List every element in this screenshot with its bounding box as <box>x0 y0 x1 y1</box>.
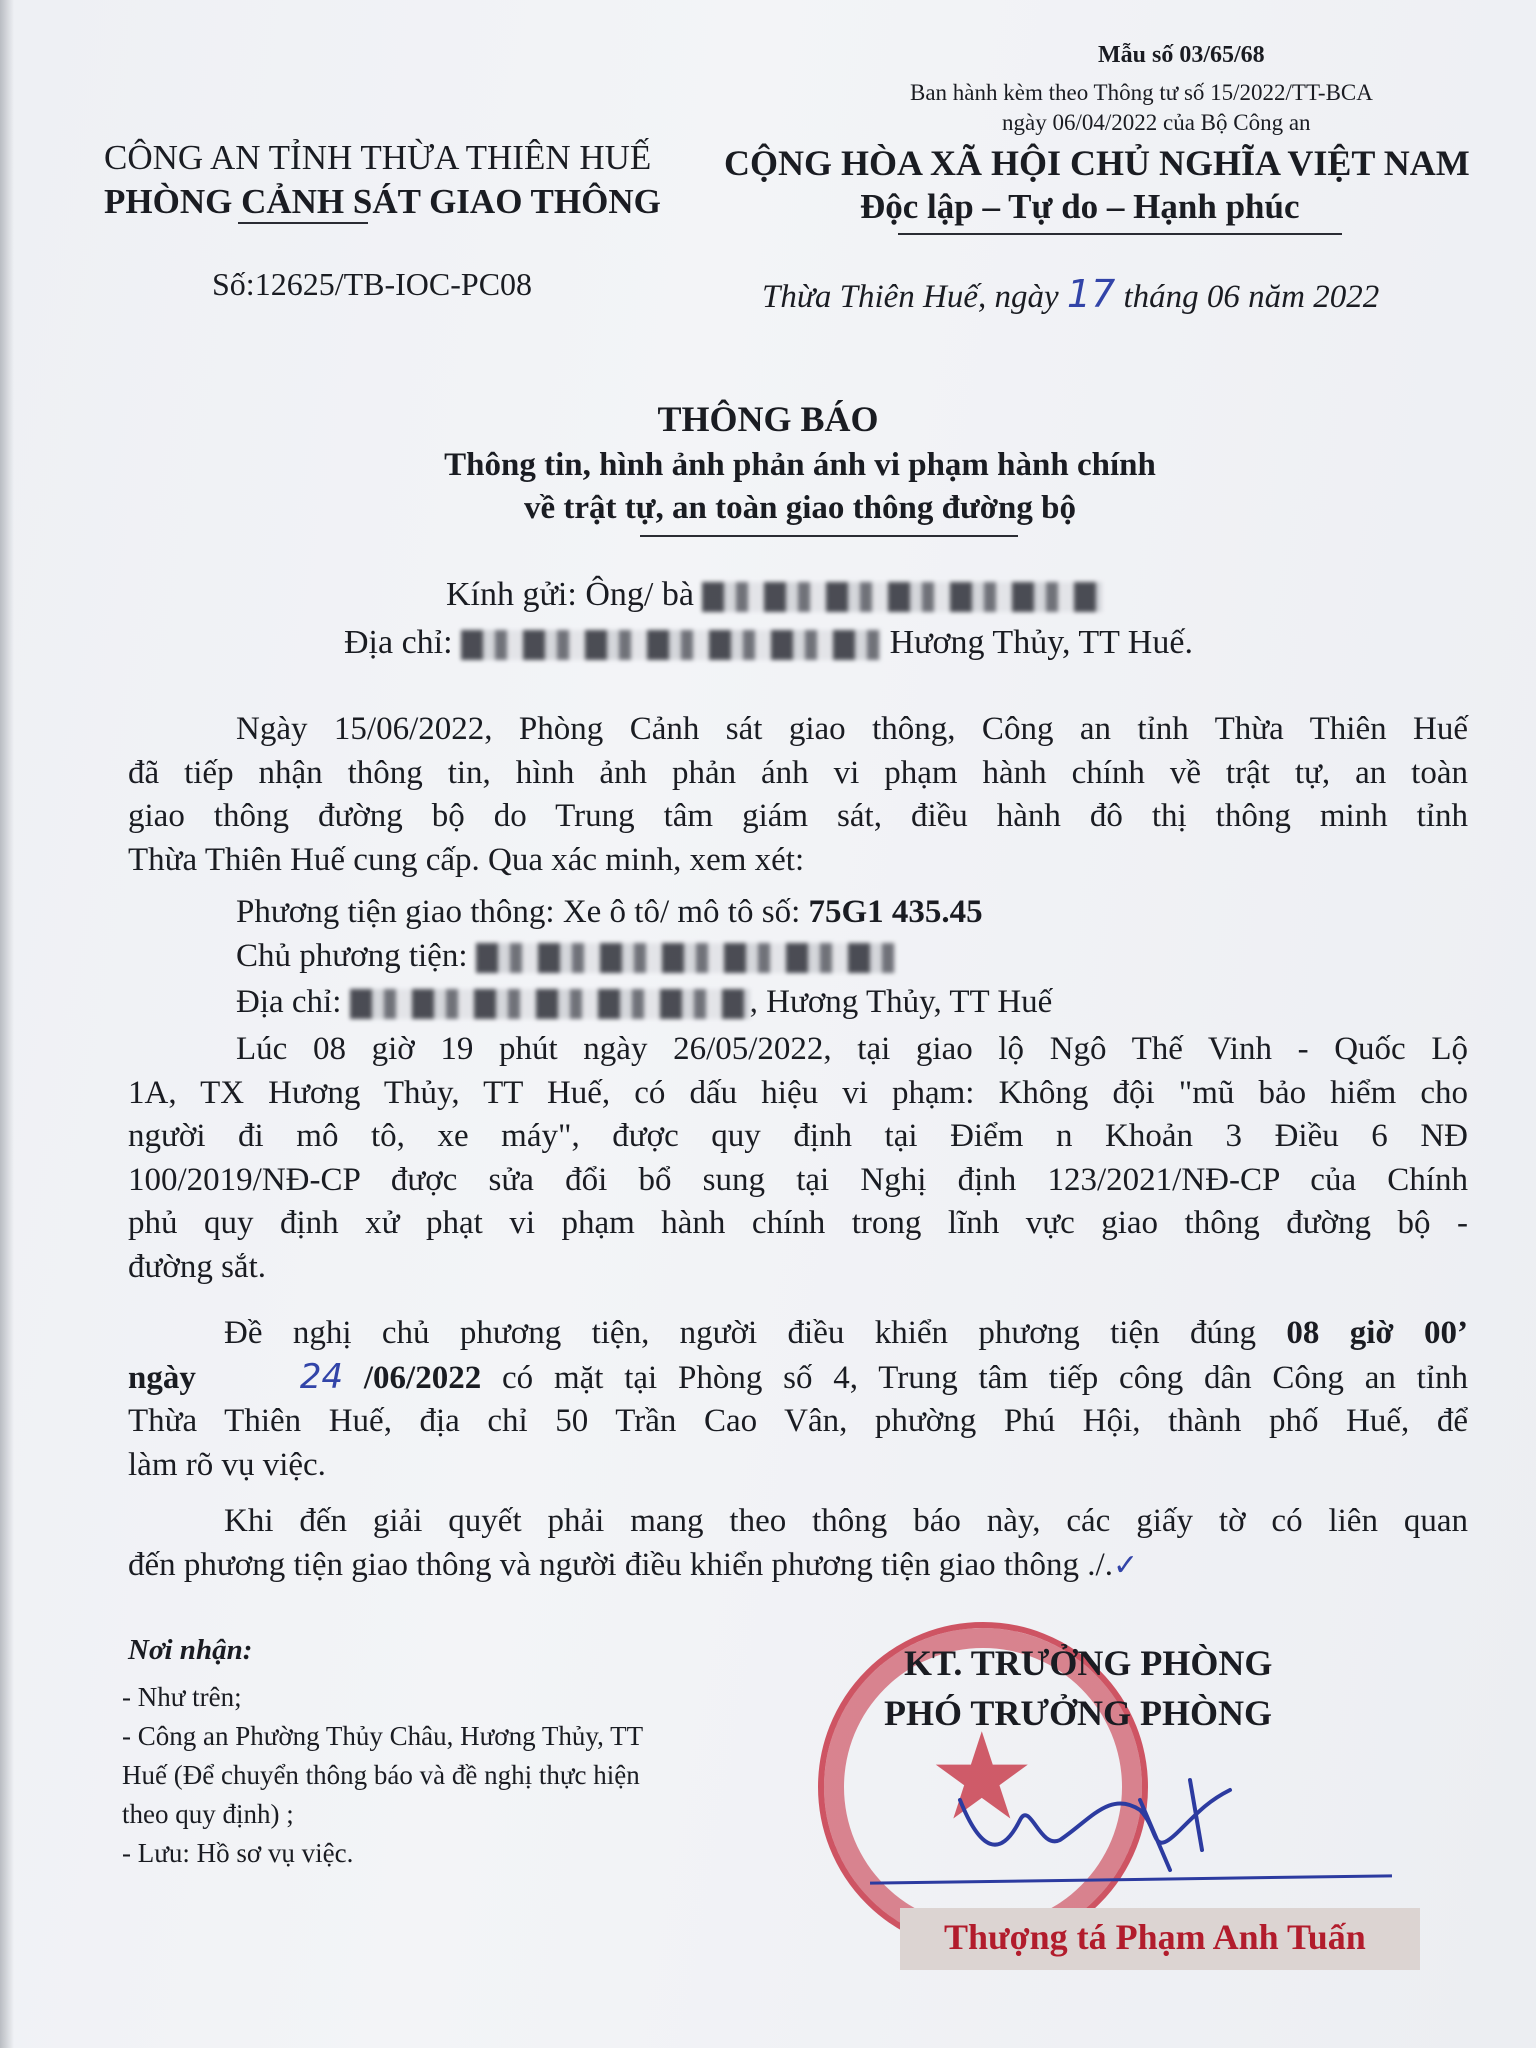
p2-line4: 100/2019/NĐ-CP được sửa đổi bổ sung tại Nghị định 123/2021/NĐ-CP của Chính <box>128 1161 1468 1198</box>
addressee-address <box>344 624 1193 662</box>
handwritten-signature <box>940 1760 1280 1880</box>
p3-line1-text: Đề nghị chủ phương tiện, người điều khiển phương tiện đúng <box>224 1315 1256 1351</box>
handwritten-check-mark: ✓ <box>1112 1547 1139 1583</box>
owner-address-line <box>236 984 1052 1021</box>
p2-line5: phủ quy định xử phạt vi phạm hành chính trong lĩnh vực giao thông đường bộ - <box>128 1205 1468 1241</box>
redacted-owner <box>476 943 896 973</box>
redacted-name <box>702 582 1102 612</box>
signature-title-line2: PHÓ TRƯỞNG PHÒNG <box>884 1693 1273 1733</box>
vehicle-label: Phương tiện giao thông: Xe ô tô/ mô tô số: <box>236 894 801 930</box>
addressee-line <box>446 576 1102 614</box>
date-suffix: tháng 06 năm 2022 <box>1123 279 1380 315</box>
p2-line2: 1A, TX Hương Thủy, TT Huế, có dấu hiệu vi phạm: Không đội "mũ bảo hiểm cho <box>128 1074 1468 1111</box>
vehicle-line <box>236 894 983 931</box>
recipient-item: - Công an Phường Thủy Châu, Hương Thủy, TT <box>122 1721 644 1751</box>
date-prefix: Thừa Thiên Huế, ngày <box>762 279 1059 315</box>
appointment-month-year: /06/2022 <box>363 1359 482 1396</box>
p3-line1 <box>128 1312 1468 1356</box>
recipient-item: - Lưu: Hồ sơ vụ việc. <box>122 1838 354 1868</box>
p1-line1: Ngày 15/06/2022, Phòng Cảnh sát giao thông, Công an tỉnh Thừa Thiên Huế <box>236 711 1468 747</box>
paragraph-1 <box>128 708 1468 882</box>
recipients-heading: Nơi nhận: <box>128 1634 253 1666</box>
motto-underline <box>898 233 1342 235</box>
agency-name: CÔNG AN TỈNH THỪA THIÊN HUẾ <box>104 138 652 177</box>
owner-address-tail: , Hương Thủy, TT Huế <box>749 984 1053 1020</box>
salutation: Kính gửi: Ông/ bà <box>446 576 694 613</box>
p1-line4: Thừa Thiên Huế cung cấp. Qua xác minh, xem xét: <box>128 841 805 878</box>
department-name: PHÒNG CẢNH SÁT GIAO THÔNG <box>104 182 661 221</box>
recipients-list <box>122 1678 643 1873</box>
paragraph-2 <box>128 1028 1468 1289</box>
p3-line2-tail: có mặt tại Phòng số 4, Trung tâm tiếp công dân Công an tỉnh <box>502 1359 1469 1396</box>
document-subtitle-line2: về trật tự, an toàn giao thông đường bộ <box>523 490 1076 526</box>
owner-line <box>236 938 896 975</box>
signer-name: Thượng tá Phạm Anh Tuấn <box>944 1917 1366 1957</box>
address-label: Địa chỉ: <box>344 624 453 661</box>
handwritten-appointment-day: 24 <box>299 1356 344 1397</box>
owner-address-label: Địa chỉ: <box>236 984 342 1020</box>
p4-line2 <box>128 1544 1468 1588</box>
address-tail: Hương Thủy, TT Huế. <box>889 624 1193 661</box>
document-title: THÔNG BÁO <box>657 399 879 439</box>
national-motto: Độc lập – Tự do – Hạnh phúc <box>860 187 1300 226</box>
p2-line6: đường sắt. <box>128 1248 266 1285</box>
recipient-item: Huế (Để chuyển thông báo và đề nghị thực hiện <box>122 1760 640 1790</box>
recipient-item: theo quy định) ; <box>122 1799 294 1829</box>
paragraph-3 <box>128 1312 1468 1487</box>
owner-label: Chủ phương tiện: <box>236 938 468 974</box>
document-number: Số:12625/TB-IOC-PC08 <box>212 266 533 302</box>
recipient-item: - Như trên; <box>122 1682 242 1712</box>
handwritten-day: 17 <box>1066 272 1116 316</box>
subtitle-underline <box>640 535 1018 537</box>
form-number: Mẫu số 03/65/68 <box>1098 42 1265 68</box>
redacted-owner-address <box>350 989 750 1019</box>
p4-line1: Khi đến giải quyết phải mang theo thông báo này, các giấy tờ có liên quan <box>224 1503 1468 1539</box>
form-issued-line2: ngày 06/04/2022 của Bộ Công an <box>1002 110 1311 135</box>
p1-line2: đã tiếp nhận thông tin, hình ảnh phản ánh vi phạm hành chính về trật tự, an toàn <box>128 754 1468 791</box>
p3-line3: Thừa Thiên Huế, địa chỉ 50 Trần Cao Vân, phường Phú Hội, thành phố Huế, để <box>128 1403 1468 1439</box>
p1-line3: giao thông đường bộ do Trung tâm giám sát, điều hành đô thị thông minh tỉnh <box>128 798 1468 834</box>
national-title: CỘNG HÒA XÃ HỘI CHỦ NGHĨA VIỆT NAM <box>724 143 1470 183</box>
seal-star-icon: ★ <box>928 1711 1036 1844</box>
p4-line2-text: đến phương tiện giao thông và người điều khiển phương tiện giao thông ./. <box>128 1546 1113 1583</box>
appointment-time: 08 giờ 00’ <box>1286 1315 1469 1351</box>
vehicle-plate: 75G1 435.45 <box>808 894 983 930</box>
agency-underline <box>238 222 368 224</box>
appointment-day-label: ngày <box>128 1359 196 1396</box>
page-edge-shadow <box>0 0 14 2048</box>
p3-line2 <box>128 1356 1468 1401</box>
p3-line4: làm rõ vụ việc. <box>128 1446 326 1483</box>
redacted-address <box>461 630 881 660</box>
p2-line1: Lúc 08 giờ 19 phút ngày 26/05/2022, tại giao lộ Ngô Thế Vinh - Quốc Lộ <box>236 1031 1468 1067</box>
form-issued-line1: Ban hành kèm theo Thông tư số 15/2022/TT-BCA <box>910 80 1373 105</box>
paragraph-4 <box>128 1500 1468 1587</box>
place-date <box>762 272 1379 316</box>
document-subtitle-line1: Thông tin, hình ảnh phản ánh vi phạm hành chính <box>444 447 1156 483</box>
p2-line3: người đi mô tô, xe máy", được quy định tại Điểm n Khoản 3 Điều 6 NĐ <box>128 1118 1468 1154</box>
signature-title-line1: KT. TRƯỞNG PHÒNG <box>904 1643 1273 1683</box>
